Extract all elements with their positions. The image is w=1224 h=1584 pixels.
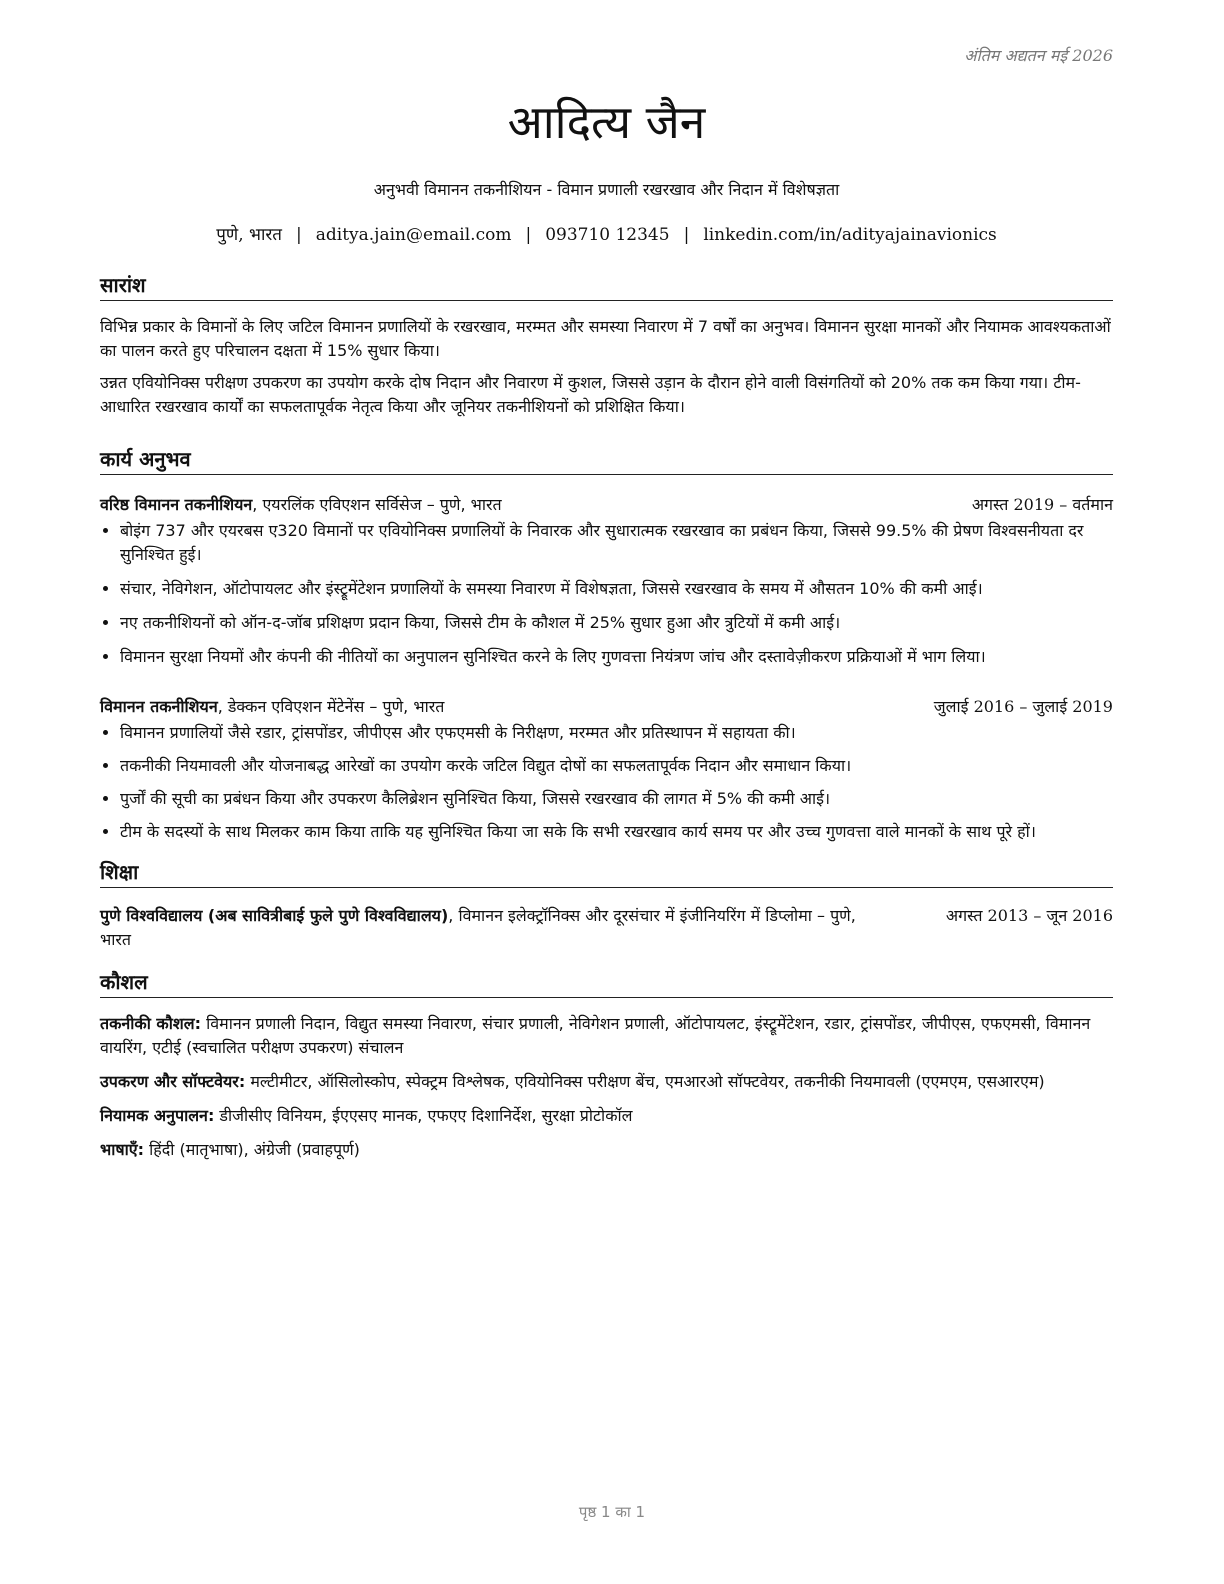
page-footer: पृष्ठ 1 का 1 (578, 1503, 646, 1521)
job-role: वरिष्ठ विमानन तकनीशियन (100, 495, 253, 514)
skill-label: तकनीकी कौशल: (100, 1014, 201, 1033)
skill-value: मल्टीमीटर, ऑसिलोस्कोप, स्पेक्ट्रम विश्लेषक, एवियोनिक्स परीक्षण बेंच, एमआरओ सॉफ्टवेयर, तकनीकी नियमावली (एएमएम, एसआरएम) (245, 1072, 1045, 1091)
skill-label: नियामक अनुपालन: (100, 1106, 215, 1125)
job-bullet: • विमानन प्रणालियों जैसे रडार, ट्रांसपोंडर, जीपीएस और एफएमसी के निरीक्षण, मरम्मत और प्रतिस्थापन में सहायता की। (120, 721, 1113, 745)
education-heading: शिक्षा (100, 858, 1113, 888)
contact-line (100, 222, 1113, 245)
job-entry (100, 695, 1113, 844)
last-updated: अंतिम अद्यतन मई 2026 (964, 46, 1113, 65)
separator: | (525, 225, 532, 245)
skill-line (100, 1104, 1113, 1128)
contact-location: पुणे, भारत (216, 225, 283, 245)
job-bullet: • विमानन सुरक्षा नियमों और कंपनी की नीतियों का अनुपालन सुनिश्चित करने के लिए गुणवत्ता नियंत्रण जांच और दस्तावेज़ीकरण प्रक्रियाओं में भाग लिया। (120, 645, 1113, 669)
summary-paragraph: उन्नत एवियोनिक्स परीक्षण उपकरण का उपयोग करके दोष निदान और निवारण में कुशल, जिससे उड़ान के दौरान होने वाली विसंगतियों को 20% तक कम किया गया। टीम-आधारित रखरखाव कार्यों का सफलतापूर्वक नेतृत्व किया और जूनियर तकनीशियनों को प्रशिक्षित किया। (100, 373, 1081, 416)
education-entry (100, 904, 1113, 952)
job-bullet: • नए तकनीशियनों को ऑन-द-जॉब प्रशिक्षण प्रदान किया, जिससे टीम के कौशल में 25% सुधार हुआ और त्रुटियों में कमी आई। (120, 611, 1113, 635)
job-company: , एयरलिंक एविएशन सर्विसेज – पुणे, भारत (252, 495, 502, 514)
job-header (100, 695, 1113, 717)
education-institution: पुणे विश्वविद्यालय (अब सावित्रीबाई फुले पुणे विश्वविद्यालय) (100, 906, 449, 925)
separator: | (296, 225, 302, 245)
separator: | (683, 225, 690, 245)
job-bullet: • बोइंग 737 और एयरबस ए320 विमानों पर एवियोनिक्स प्रणालियों के निवारक और सुधारात्मक रखरखाव का प्रबंधन किया, जिससे 99.5% की प्रेषण विश्वसनीयता दर सुनिश्चित हुई। (120, 519, 1113, 567)
job-company: , डेक्कन एविएशन मेंटेनेंस – पुणे, भारत (217, 697, 445, 716)
job-bullet: • तकनीकी नियमावली और योजनाबद्ध आरेखों का उपयोग करके जटिल विद्युत दोषों का सफलतापूर्वक निदान और समाधान किया। (120, 754, 1113, 778)
skill-line (100, 1070, 1113, 1094)
job-bullet: • संचार, नेविगेशन, ऑटोपायलट और इंस्ट्रूमेंटेशन प्रणालियों के समस्या निवारण में विशेषज्ञता, जिससे रखरखाव के समय में औसतन 10% की कमी आई। (120, 577, 1113, 601)
job-dates: अगस्त 2019 – वर्तमान (971, 495, 1113, 514)
skills-heading: कौशल (100, 968, 1113, 998)
skill-line (100, 1012, 1113, 1060)
candidate-name: आदित्य जैन (507, 95, 706, 149)
skill-label: भाषाएँ: (100, 1140, 145, 1159)
summary-heading: सारांश (100, 271, 1113, 301)
skill-value: हिंदी (मातृभाषा), अंग्रेजी (प्रवाहपूर्ण) (144, 1140, 360, 1159)
skill-line (100, 1138, 1113, 1162)
job-bullets (100, 721, 1113, 844)
experience-heading: कार्य अनुभव (100, 445, 1113, 475)
job-role: विमानन तकनीशियन (100, 697, 218, 716)
job-bullet: • पुर्जों की सूची का प्रबंधन किया और उपकरण कैलिब्रेशन सुनिश्चित किया, जिससे रखरखाव की लागत में 5% की कमी आई। (120, 787, 1113, 811)
job-header (100, 493, 1113, 515)
job-bullets (100, 519, 1113, 669)
resume-page (100, 40, 1113, 1162)
contact-phone: 093710 12345 (545, 225, 670, 245)
skill-value: डीजीसीए विनियम, ईएएसए मानक, एफएए दिशानिर्देश, सुरक्षा प्रोटोकॉल (214, 1106, 633, 1125)
skill-value: विमानन प्रणाली निदान, विद्युत समस्या निवारण, संचार प्रणाली, नेविगेशन प्रणाली, ऑटोपायलट, इंस्ट्रूमेंटेशन, रडार, ट्रांसपोंडर, जीपीएस, एफएमसी, विमानन वायरिंग, एटीई (स्वचालित परीक्षण उपकरण) संचालन (100, 1014, 1091, 1057)
skill-label: उपकरण और सॉफ्टवेयर: (100, 1072, 246, 1091)
job-bullet: • टीम के सदस्यों के साथ मिलकर काम किया ताकि यह सुनिश्चित किया जा सके कि सभी रखरखाव कार्य समय पर और उच्च गुणवत्ता वाले मानकों के साथ पूरे हों। (120, 820, 1113, 844)
summary-paragraph: विभिन्न प्रकार के विमानों के लिए जटिल विमानन प्रणालियों के रखरखाव, मरम्मत और समस्या निवारण में 7 वर्षों का अनुभव। विमानन सुरक्षा मानकों और नियामक आवश्यकताओं का पालन करते हुए परिचालन दक्षता में 15% सुधार किया। (100, 317, 1111, 360)
contact-email[interactable]: aditya.jain@email.com (315, 225, 512, 245)
job-entry (100, 493, 1113, 669)
education-dates: अगस्त 2013 – जून 2016 (945, 906, 1113, 925)
job-dates: जुलाई 2016 – जुलाई 2019 (933, 697, 1113, 716)
education-detail: , विमानन इलेक्ट्रॉनिक्स और दूरसंचार में इंजीनियरिंग में डिप्लोमा – पुणे, भारत (100, 906, 856, 949)
headline: अनुभवी विमानन तकनीशियन - विमान प्रणाली रखरखाव और निदान में विशेषज्ञता (373, 180, 840, 199)
contact-linkedin[interactable]: linkedin.com/in/adityajainavionics (703, 225, 997, 245)
